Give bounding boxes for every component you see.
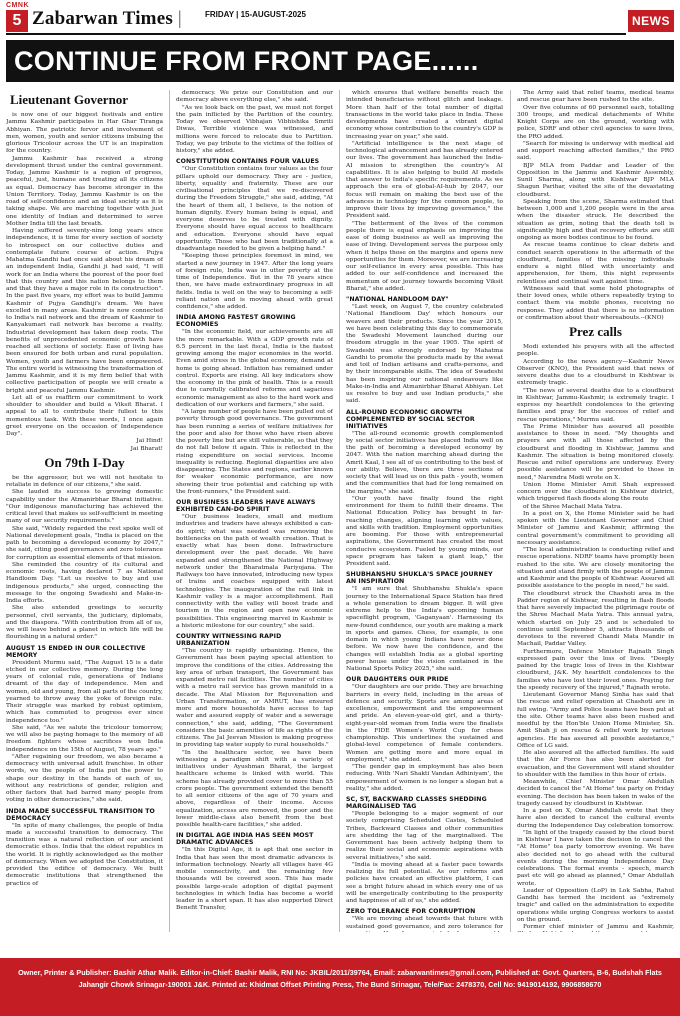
- column-4: [517, 90, 674, 932]
- paragraph: Having suffered seventy-nine long years since independence, it is time for every section of society to introspect on our collective duties and contemplate future course of action. Pujya Mahatma Gandhi had once said about his dream of an independent India, Gandhi ji had said, "I will work for an India where the poorest of the poor feel that this country and this nation belongs to them and that they have a major role in its construction". In the past five years, my effort was to build Jammu Kashmir of Pujya Gandhiji's dream. We have excelled in many areas. Kashmir is now connected to India's rail network and the dream of Kashmir to Kanyakumari rail network has become a reality. Industrial development has taken deep roots. The benefits of unprecedented economic growth have reached all sections of society. Ease of living has been ensured for both urban and rural population. Women, youth and farmers have been empowered. The entire world is witnessing the transformation of Jammu Kashmir, and it is my firm belief that with collective participation of people we will create a bright and peaceful Jammu Kashmir.: [6, 228, 163, 394]
- column-3: [346, 90, 503, 932]
- subheading: ZERO TOLERANCE FOR CORRUPTION: [346, 908, 476, 916]
- paragraph: be the aggressor, but we will not hesitate to retaliate in defence of our citizens," she said.: [6, 474, 163, 488]
- headline-prez-calls: Prez calls: [569, 324, 622, 339]
- paragraph: "A large number of people have been pulled out of poverty through good governance. The government has been running a series of welfare initiatives for the poor and also for those who have risen above the poverty line but are still vulnerable, so that they do not fall below it again. This is reflected in the rising expenditure on social services. Income inequality is reducing. Regional disparities are also disappearing. The States and regions, earlier known for weaker economic performance, are now showing their true potential and catching up with the front-runners," the President said.: [176, 409, 333, 495]
- paragraph: "Keeping these principles foremost in mind, we started a new journey in 1947. After the long years of foreign rule, India was in utter poverty at the time of Independence. But in the 78 years since then, we have made extraordinary progress in all fields. India is well on the way to becoming a self-reliant nation and is moving ahead with great confidence," she added.: [176, 253, 333, 310]
- paragraph: "Our Constitution contains four values as the four pillars uphold our democracy. They are - justice, liberty, equality and fraternity. These are our civilisational principles that we re-discovered during the Freedom Struggle," she said, adding, "At the heart of them all, I believe, is the notion of human dignity. Every human being is equal, and everyone deserves to be treated with dignity. Everyone should have equal access to healthcare and education. Everyone should have equal opportunity. Those who had been traditionally at a disadvantage needed to be given a helping hand.": [176, 166, 333, 252]
- paragraph: She said, "Widely regarded the rest spoke well of National development goals, "India is placed on the path to becoming a developed economy by 2047," she said, citing good governance and zero tolerance for corruption as essential elements of that mission.: [6, 525, 163, 561]
- paragraph: which ensures that welfare benefits reach the intended beneficiaries without glitch and leakage. More than half of the total number of digital transactions in the world take place in India. These developments have created a vibrant digital economy whose contribution to the country's GDP is increasing year on year," she said.: [346, 90, 503, 140]
- paragraph: "In spite of many challenges, the people of India made a successful transition to democracy. The transition was a natural reflection of our ancient democratic ethos. India that the oldest republics in the world. It is rightly acknowledged as the mother of democracy. When we adopted the Constitution, it provided the edifice of democracy. We built democratic institutions that strengthened the practice of: [6, 822, 163, 887]
- issue-date: FRIDAY | 15-AUGUST-2025: [205, 10, 306, 19]
- paragraph: "India is moving ahead at a faster pace towards realizing its full potential. As our reforms and policies have created an effective platform, I can see a bright future ahead in which every one of us will be energetically contributing to the prosperity and happiness of all of us," she added.: [346, 861, 503, 904]
- paragraph: Let all of us reaffirm our commitment to work shoulder to shoulder and build a Viksit Bharat. I appeal to all to contribute their fullest to this momentous task. With these words, I once again greet everyone on the occasion of Independence Day".: [6, 394, 163, 437]
- paragraph: Former chief minister of Jammu and Kashmir,: [523, 924, 674, 930]
- page-number-badge: 5: [6, 10, 28, 32]
- subheading: CONSTITUTION CONTAINS FOUR VALUES: [176, 158, 320, 166]
- paragraph: Lieutenant Governor Manoj Sinha has said that the rescue and relief operation at Chashoti are in full swing. "Army and Police teams have been put at the site. Other teams have also been rushed and needful by the Hon'ble Union Home Minister, Sh. Amit Shah ji on rescue & relief work by various agencies. He has assured all possible assistance," Office of LG said.: [517, 692, 674, 749]
- paragraph: In a post on X, the Home Minister said he had spoken with the Lieutenant Governor and Chief Minister of Jammu and Kashmir, affirming the central government's commitment to providing all necessary assistance.: [517, 510, 674, 546]
- headline-lieutenant-governor: Lieutenant Governor: [10, 92, 129, 107]
- paragraph: "I am sure that Shubhanshu Shukla's space journey to the International Space Station has fired a whole generation to dream bigger. It will give extreme help to the India's upcoming human spaceflight program, 'Gaganyaan'. Harnessing its new-found confidence, our youth are making a mark in sports and games. Chess, for example, is one domain in which young Indians have never done before. We now have the confidence, and the changes will establish India as a global sporting power house under the vision contained in the National Sports Policy 2025," she said.: [346, 586, 503, 672]
- paragraph: In a post on X, Omar Abdullah wrote that they have also decided to cancel the cultural events during the Independence Day celebration tomorrow.: [517, 808, 674, 829]
- paragraph: "Our youth have finally found the right environment for them to fulfill their dreams. The National Education Policy has brought in far-reaching changes, aligning learning with values, and skills with tradition. Employment opportunities are booming. For those with entrepreneurial aspirations, the Government has created the most conducive ecosystem. Fueled by young minds, our space program has taken a giant leap," the President said.: [346, 495, 503, 567]
- signoff: Jai Hind!: [136, 438, 163, 445]
- subheading: OUR DAUGHTERS OUR PRIDE: [346, 676, 449, 684]
- subheading: INDIA MADE SUCCESSFUL TRANSITION TO DEMOCRACY: [6, 807, 155, 822]
- paragraph: "Search for missing is underway with medical aid and support reaching affected families," the PRO said.: [517, 140, 674, 162]
- subheading: AUGUST 15 ENDED IN OUR COLLECTIVE MEMORY: [6, 644, 146, 659]
- page-banner-title: CONTINUE FROM FRONT PAGE......: [6, 40, 674, 82]
- section-tag-news: NEWS: [628, 10, 674, 32]
- paragraph: "The betterment of the lives of the common people there is equal emphasis on improving the ease of doing business as well as improving the ease of living. Development serves the purpose only when it helps those on the margins and opens new opportunities for them. Moreover, we are increasing our self-reliance in every area possible. This has added to our self-confidence and increased the momentum of our journey towards becoming Viksit Bharat," she added.: [346, 220, 503, 292]
- paragraph: "Last week, on August 7, the country celebrated 'National Handloom Day' which honours our weavers and their products. Since the year 2015, we have been celebrating this day to commemorate the Swadeshi Movement launched during our freedom struggle in the year 1905. The spirit of Swadeshi was strongly endorsed by Mahatma Gandhi to promote the products made by the sweat and toil of Indian artisans and crafts-persons, and by their incomparable skills. The idea of Swadeshi has been inspiring our national endeavours like Make-in-India and Atmanirbhar Bharat Abhiyan. Let us resolve to buy and use Indian products," she said.: [346, 304, 503, 405]
- paragraph: "The all-round economic growth complemented by social sector initiatives has placed India well on the path of becoming a developed economy by 2047. With the nation marching ahead during the Amrit Kaal, I see all of us contributing to the best of our ability. Believe, there are three sections of society that will lead us on this path - youth, women and the communities that had for long remained on the margins," she said.: [346, 430, 503, 495]
- paragraph: Furthermore, Defence Minister Rajnath Singh expressed pain over the loss of lives. "Deeply pained by the tragic loss of lives in the Kishtwar cloudburst, J&K. My heartfelt condolences to the families who have lost their loved ones. Praying for the speedy recovery of the injured," Rajnath wrote.: [517, 648, 674, 691]
- imprint-line-1: Owner, Printer & Publisher: Bashir Athar Malik. Editor-in-Chief: Bashir Malik, RNI No: JKBIL/2011/39764, Email: zabarwantimes@gmail.com, Published at: Govt. Quarters, B-6, Budshah Flats: [18, 968, 662, 977]
- column-divider: [510, 90, 511, 932]
- paragraph: Jammu Kashmir has received a strong development thrust under the central government. Today, Jammu Kashmir is a region of progress, peaceful, just, humane and treating all its citizens as equal. Democracy has become stronger in the Union Territory. Today, Jammu Kashmir is on the road of self-confidence and an ideal society as it is taking shape. We are marching together with just one identity of Indian and determined to serve Mother India till the last breath.: [6, 155, 163, 227]
- brand-small-logo: CMNK: [6, 2, 29, 9]
- paragraph: BJP MLA from Paddar and Leader of the Opposition in the Jammu and Kashmir Assembly, Sunil Sharma, along with Kishtwar BJP MLA Shagun Parihar, visited the site of the devastating cloudburst.: [517, 162, 674, 198]
- paragraph: She reminded the country of its cultural and economic roots, having declared 7 as National Handloom Day. "Let us resolve to buy and use indigenous products," she urged, connecting the message to the ongoing Swadeshi and Make-in-India efforts.: [6, 561, 163, 604]
- paragraph: "Our business leaders, small and medium industries and traders have always exhibited a can-do spirit; what was needed was removing the bottlenecks on the path of wealth creation. That is exactly what has been done. Infrastructure development over the past decade. We have expanded and strengthened the National Highway network under the Bharatmala Pariyojana. The Railways too have innovated, introducing new types of trains and coaches equipped with latest technologies. The inauguration of the rail link in Kashmir valley is a major accomplishment. Rail connectivity with the valley will boost trade and tourism in the region and open new economic possibilities. This engineering marvel in Kashmir is a historic milestone for our country," she said.: [176, 514, 333, 629]
- signoff: Jai Bharat!: [130, 445, 163, 452]
- subheading: OUR BUSINESS LEADERS HAVE ALWAYS EXHIBITED CAN-DO SPIRIT: [176, 499, 316, 513]
- paragraph: Leader of Opposition (LoP) in Lok Sabha, Rahul Gandhi has termed the incident as "extremely tragic" and called on the administration to expedite operations while urging Congress workers to assist on the ground.: [517, 887, 674, 923]
- paragraph: He also assured all the affected families. He said that the Air Force has also been alerted for evacuation, and the Government will stand shoulder to shoulder with the families in this hour of crisis.: [517, 750, 674, 778]
- paragraph: President Murmu said, "The August 15 is a date etched in our collective memory. During the long years of colonial rule, generations of Indians dreamt of the day of independence. Men and women, old and young, from all parts of the country, yearned to throw away the yoke of foreign rule. Their struggle was marked by robust optimism, which has commuted to progress ever since independence too.": [6, 659, 163, 724]
- paragraph: "The country is rapidly urbanizing. Hence, the Government has been paying special attention to improve the conditions of the cities. Addressing the key area of urban transport, the Government has expanded metro rail facilities. The number of cities with a metro rail service has grown manifold in a decade. The Atal Mission for Rejuvenation and Urban Transformation, or AMRUT, has ensured more and more households have access to tap water and assured supply of water and a sewerage connection," she said, adding, "The Government considers the basic amenities of life as rights of the citizens. The Jal Jeevan Mission is making progress in providing tap water supply to rural households.": [176, 648, 333, 749]
- paragraph: The Prime Minister has assured all possible assistance to those in need. "My thoughts and prayers are with all those affected by the cloudburst and flooding in Kishtwar, Jammu and Kashmir. The situation is being monitored closely. Rescue and relief operations are underway. Every possible assistance will be provided to those in need," Narendra Modi wrote on X.: [517, 423, 674, 481]
- subheading: SHUBHANSHU SHUKLA'S SPACE JOURNEY AN INSPIRATION: [346, 571, 493, 586]
- paragraph: is now one of our biggest festivals and entire Jammu Kashmir participates in Har Ghar Tiranga Abhiyan. The patriotic fervor and involvement of men, women, youth and senior citizens imbuing the glorious Tricolour across the UT is an inspiration for the country.: [6, 112, 163, 155]
- paragraph: Union Home Minister Amit Shah expressed concern over the cloudburst in Kishtwar district, which triggered flash floods along the route: [517, 481, 674, 503]
- paragraph: She also extended greetings to security personnel, civil servants, the judiciary, diplomats, and the diaspora. "With contribution from all of us, we will leave behind a planet in which life will be flourishing in a natural order.": [6, 605, 163, 641]
- paragraph: The cloudburst struck the Chashoti area in the Padder region of Kishtwar, resulting in flash floods that have severely impacted the pilgrimage route of the Shree Machail Mata Yatra. This annual yatra, which started on July 25 and is scheduled to continue until September 5, attracts thousands of devotees to the revered Chandi Mata Mandir in Machail, Paddar Valley.: [517, 590, 674, 648]
- paragraph: "Artificial intelligence is the next stage of technological advancement and has already entered our lives. The government has launched the India-AI mission to strengthen the country's AI capabilities. It is also helping to build AI models that answer to India's specific requirements. As we approach the era of global-AI-hub by 2047, our focus will remain on making the best use of the advances in technology for the common people, to improve their lives by improving governance," the President said.: [346, 140, 503, 220]
- column-divider: [169, 90, 170, 932]
- paragraph: "The gender gap in employment has also been reducing. With 'Nari Shakti Vandan Adhiniyam', the empowerment of women is no longer a slogan but a reality," she added.: [346, 764, 503, 792]
- paragraph: "Our daughters are our pride. They are breaching barriers in every field, including in the areas of defence and security. Sports are among areas of excellence, empowerment and the empowerment and pride. An eleven-year-old girl, and a thirty-eight-year-old woman from India were the finalists in the FIDE Women's World Cup for chess championship. This underlines the sustained and global-level competence of female contenders. Women are getting more and more equal in employment," she added.: [346, 684, 503, 763]
- subheading: COUNTRY WITNESSING RAPID URBANIZATION: [176, 633, 282, 647]
- paragraph: "In the economic field, our achievements are all the more remarkable. With a GDP growth rate of 6.5 percent in the last fiscal, India is the fastest growing among the major economies in the world. Even amid stress in the global economy, demand at home is going ahead. Inflation has remained under control. Exports are rising. All key indicators show the economy in the pink of health. This is a result due to carefully calibrated reforms and sagacious economic management as also to the hard work and dedication of our workers and farmers," she said.: [176, 329, 333, 408]
- paragraph: Modi extended his prayers with all the affected people.: [517, 344, 674, 358]
- headline-79th-iday: On 79th I-Day: [44, 454, 125, 470]
- subheading: "NATIONAL HANDLOOM DAY": [346, 296, 449, 303]
- paragraph: "In this Digital Age, it is apt that one sector in India that has seen the most dramatic advances is information technology. Nearly all villages have 4G mobile connectivity, and the remaining few thousands will be covered soon. This has made possible large-scale adoption of digital payment technologies in which India has become a world leader in a short span. It has also supported Direct Benefit Transfer,: [176, 847, 333, 912]
- column-2: [176, 90, 333, 932]
- paragraph: "The local administration is conducting relief and rescue operations. NDRF teams have promptly been rushed to the site. We are closely monitoring the situation and stand firmly with the people of Jammu and Kashmir and the people of Kishtwar. Assured all possible assistance to the people in need," he said.: [517, 547, 674, 590]
- column-divider: [339, 90, 340, 932]
- paragraph: She lauded its success to growing domestic capability under the Atmanirbhar Bharat initiative. "Our indigenous manufacturing has achieved the critical level that makes us self-sufficient in meeting many of our security requirements.": [6, 489, 163, 525]
- paragraph: According to the news agency—Kashmir News Observer (KNO), the President said that news of severe deaths due to a cloudburst in Kishtwar is extremely tragic.: [517, 358, 674, 387]
- paragraph: Speaking from the scene, Sharma estimated that between 1,000 and 1,200 people were in the area when the disaster struck. He described the situation as grim, noting that the death toll is significantly high and that recovery efforts are still ongoing as more bodies continue to be found.: [517, 198, 674, 241]
- paragraph: The Army said that relief teams, medical teams and rescue gear have been rushed to the site.: [517, 90, 674, 104]
- paragraph: "We are moving ahead towards that future with sustained good governance, and zero tolerance for: [346, 916, 503, 930]
- subheading: INDIA AMONG FASTEST GROWING ECONOMIES: [176, 314, 296, 329]
- paragraph: "In light of the tragedy caused by the cloud burst in Kishtwar I have taken the decision to cancel the "At Home" tea party tomorrow evening. We have also decided not to go ahead with the cultural events during the morning Independence Day celebrations. The formal events - speech, march past etc will go ahead as planned," Omar Abdullah wrote.: [517, 829, 674, 887]
- imprint-line-2: Jahangir Chowk Srinagar-190001 J&K. Printed at: Khidmat Offset Printing Press, The Bund Srinagar, Tele/Fax: 2478370, Cell No: 9419014192, 9906858670: [78, 980, 602, 989]
- imprint-footer: [0, 958, 680, 1016]
- paragraph: She said, "As we salute the tricolour tomorrow, we will also be paying homage to the memory of all freedom fighters whose sacrifices won India independence on the 15th of August, 78 years ago.": [6, 724, 163, 753]
- paragraph: "As we look back on the past, we must not forget the pain inflicted by the Partition of the country. Today we observed Vibhajan Vibhishika Smriti Diwas, Terrible violence was witnessed, and millions were forced to relocate due to Partition. Today, we pay tribute to the victims of the follies of history," she added.: [176, 104, 333, 154]
- paragraph: Meanwhile, Chief Minister Omar Abdullah decided to cancel the "At Home" tea party on Friday evening. The decision has been taken in wake of the tragedy caused by cloudburst in Kishtwar.: [517, 779, 674, 807]
- masthead-bar: [0, 0, 680, 36]
- paragraph: "People belonging to a major segment of our society comprising Scheduled Castes, Scheduled Tribes, Backward Classes and other communities are shedding the tag of the marginalised. The Government has been actively helping them to realize their social and economic aspirations with several initiatives," she said.: [346, 811, 503, 861]
- newspaper-name: Zabarwan Times |: [32, 8, 182, 29]
- paragraph: Over five columns of 60 personnel each, totalling 300 troops, and medical detachments of White Knight Corps are on the ground, working with police, SDRF and other civil agencies to save lives, the PRO added.: [517, 104, 674, 140]
- paragraph: democracy. We prize our Constitution and our democracy above everything else," she said.: [176, 90, 333, 104]
- paragraph: of the Shree Machail Mata Yatra.: [523, 503, 623, 510]
- paragraph: "After regaining our freedom, we also became a democracy with universal adult franchise. In other words, we the people of India put the power to shape our destiny in the hands of each of us, without any restrictions of gender, religion and other factors that had barred many people from voting in other democracies," she said.: [6, 753, 163, 804]
- masthead-rule: [6, 33, 626, 35]
- paragraph: Witnesses said that some hold photographs of their loved ones, while others repeatedly trying to contact them via mobile phones, receiving no response. They added that there is no information or confirmation about their whereabouts.--(KNO): [517, 285, 674, 321]
- paragraph: "In the healthcare sector, we have been witnessing a paradigm shift with a variety of initiatives under Ayushman Bharat, the largest healthcare scheme is linked with world. This scheme has already provided cover to more than 55 crore people. The government extended the benefit to all senior citizens of the age of 70 years and above, regardless of their income. Access equalization, access are removed, the poor and the lower middle-class also benefit from the best possible health-care facilities," she added.: [176, 749, 333, 828]
- article-columns: [6, 90, 674, 932]
- paragraph: "The news of several deaths due to a cloudburst in Kishtwar, Jammu-Kashmir, is extremely tragic. I express my heartfelt condolences to the grieving families and pray for the success of relief and rescue operations," Murmu said.: [517, 387, 674, 423]
- subheading: IN DIGITAL AGE INDIA HAS SEEN MOST DRAMATIC ADVANCES: [176, 832, 314, 847]
- subheading: SC, ST, BACKWARD CLASSES SHEDDING MARGINALISED TAG: [346, 796, 487, 810]
- paragraph: As rescue teams continue to clear debris and conduct search operations in the aftermath of the cloudburst, families of the missing individuals endure a night filled with uncertainty and apprehension, for them, this night represents relentless and continual wait against time.: [517, 242, 674, 285]
- subheading: ALL-ROUND ECONOMIC GROWTH COMPLEMENTED BY SOCIAL SECTOR INITIATIVES: [346, 408, 475, 430]
- column-1: [6, 90, 163, 932]
